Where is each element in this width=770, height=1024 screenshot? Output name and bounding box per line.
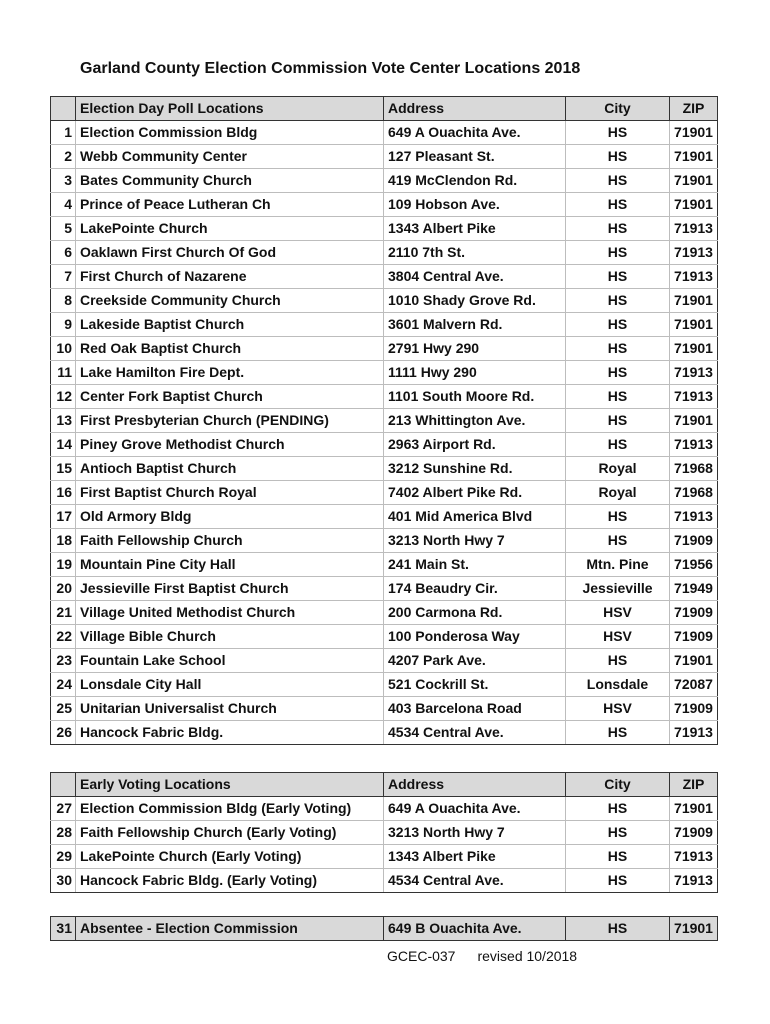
location-name: Piney Grove Methodist Church (76, 433, 384, 457)
location-zip: 71901 (670, 193, 718, 217)
revision-date: revised 10/2018 (477, 948, 578, 964)
location-address: 3601 Malvern Rd. (384, 313, 566, 337)
row-number: 23 (51, 649, 76, 673)
location-name: Antioch Baptist Church (76, 457, 384, 481)
location-address: 1343 Albert Pike (384, 217, 566, 241)
location-zip: 71913 (670, 241, 718, 265)
location-city: Jessieville (566, 577, 670, 601)
location-name: First Presbyterian Church (PENDING) (76, 409, 384, 433)
header-address: Address (384, 773, 566, 797)
location-zip: 71909 (670, 821, 718, 845)
row-number: 18 (51, 529, 76, 553)
location-zip: 71901 (670, 649, 718, 673)
location-address: 127 Pleasant St. (384, 145, 566, 169)
location-address: 1010 Shady Grove Rd. (384, 289, 566, 313)
table-row (51, 385, 718, 409)
page-title: Garland County Election Commission Vote Center Locations 2018 (80, 60, 581, 77)
table-row (51, 265, 718, 289)
row-number: 29 (51, 845, 76, 869)
row-number: 10 (51, 337, 76, 361)
location-name: Lonsdale City Hall (76, 673, 384, 697)
table-row (51, 529, 718, 553)
location-address: 241 Main St. (384, 553, 566, 577)
location-city: HS (566, 821, 670, 845)
location-address: 521 Cockrill St. (384, 673, 566, 697)
row-number: 30 (51, 869, 76, 893)
location-name: Absentee - Election Commission (76, 917, 384, 941)
location-address: 649 B Ouachita Ave. (384, 917, 566, 941)
location-city: Royal (566, 481, 670, 505)
location-zip: 71913 (670, 845, 718, 869)
location-name: LakePointe Church (Early Voting) (76, 845, 384, 869)
location-name: First Church of Nazarene (76, 265, 384, 289)
location-address: 213 Whittington Ave. (384, 409, 566, 433)
location-name: Center Fork Baptist Church (76, 385, 384, 409)
location-city: HS (566, 337, 670, 361)
location-name: Hancock Fabric Bldg. (Early Voting) (76, 869, 384, 893)
location-city: HSV (566, 697, 670, 721)
table-row (51, 121, 718, 145)
early-voting-table (50, 772, 718, 893)
location-address: 100 Ponderosa Way (384, 625, 566, 649)
location-city: HS (566, 289, 670, 313)
location-address: 649 A Ouachita Ave. (384, 797, 566, 821)
location-zip: 71913 (670, 265, 718, 289)
location-name: Lakeside Baptist Church (76, 313, 384, 337)
table-row (51, 553, 718, 577)
location-name: Old Armory Bldg (76, 505, 384, 529)
row-number: 15 (51, 457, 76, 481)
location-city: HS (566, 505, 670, 529)
location-name: Jessieville First Baptist Church (76, 577, 384, 601)
location-name: Faith Fellowship Church (76, 529, 384, 553)
location-zip: 71913 (670, 869, 718, 893)
location-city: HS (566, 721, 670, 745)
row-number: 22 (51, 625, 76, 649)
location-city: HS (566, 121, 670, 145)
table-row (51, 673, 718, 697)
row-number: 16 (51, 481, 76, 505)
election-day-header-row (51, 97, 718, 121)
row-number: 4 (51, 193, 76, 217)
location-name: Village United Methodist Church (76, 601, 384, 625)
row-number: 20 (51, 577, 76, 601)
table-row (51, 433, 718, 457)
location-name: Prince of Peace Lutheran Ch (76, 193, 384, 217)
location-city: HS (566, 917, 670, 941)
location-zip: 71901 (670, 289, 718, 313)
row-number: 28 (51, 821, 76, 845)
location-address: 4534 Central Ave. (384, 721, 566, 745)
location-name: Lake Hamilton Fire Dept. (76, 361, 384, 385)
location-city: HS (566, 797, 670, 821)
location-zip: 71901 (670, 169, 718, 193)
row-number: 31 (51, 917, 76, 941)
location-zip: 71909 (670, 601, 718, 625)
location-zip: 71901 (670, 409, 718, 433)
location-city: HS (566, 169, 670, 193)
row-number: 7 (51, 265, 76, 289)
location-address: 1111 Hwy 290 (384, 361, 566, 385)
location-name: Fountain Lake School (76, 649, 384, 673)
table-row (51, 289, 718, 313)
location-city: HS (566, 193, 670, 217)
location-city: HS (566, 649, 670, 673)
row-number: 27 (51, 797, 76, 821)
form-code: GCEC-037 (387, 948, 456, 964)
header-location: Early Voting Locations (76, 773, 384, 797)
location-address: 2791 Hwy 290 (384, 337, 566, 361)
row-number: 25 (51, 697, 76, 721)
early-voting-header-row (51, 773, 718, 797)
table-row (51, 169, 718, 193)
table-row (51, 337, 718, 361)
location-zip: 71901 (670, 145, 718, 169)
location-name: First Baptist Church Royal (76, 481, 384, 505)
table-row (51, 721, 718, 745)
table-row (51, 797, 718, 821)
location-address: 3212 Sunshine Rd. (384, 457, 566, 481)
location-address: 7402 Albert Pike Rd. (384, 481, 566, 505)
location-zip: 71913 (670, 217, 718, 241)
location-name: Village Bible Church (76, 625, 384, 649)
location-zip: 71913 (670, 385, 718, 409)
location-zip: 71909 (670, 625, 718, 649)
table-row (51, 361, 718, 385)
table-row (51, 313, 718, 337)
location-city: HS (566, 361, 670, 385)
location-city: HS (566, 313, 670, 337)
table-row (51, 217, 718, 241)
header-zip: ZIP (670, 773, 718, 797)
header-num (51, 773, 76, 797)
location-zip: 71909 (670, 697, 718, 721)
row-number: 11 (51, 361, 76, 385)
location-city: HS (566, 241, 670, 265)
location-zip: 71909 (670, 529, 718, 553)
location-city: HS (566, 433, 670, 457)
location-zip: 71913 (670, 505, 718, 529)
location-name: Election Commission Bldg (Early Voting) (76, 797, 384, 821)
row-number: 26 (51, 721, 76, 745)
absentee-row (51, 917, 718, 941)
location-address: 1101 South Moore Rd. (384, 385, 566, 409)
election-day-table (50, 96, 718, 745)
table-row (51, 697, 718, 721)
location-address: 109 Hobson Ave. (384, 193, 566, 217)
location-address: 2110 7th St. (384, 241, 566, 265)
location-address: 419 McClendon Rd. (384, 169, 566, 193)
row-number: 24 (51, 673, 76, 697)
location-zip: 71901 (670, 337, 718, 361)
table-row (51, 457, 718, 481)
row-number: 6 (51, 241, 76, 265)
location-address: 174 Beaudry Cir. (384, 577, 566, 601)
location-zip: 71901 (670, 121, 718, 145)
location-name: Red Oak Baptist Church (76, 337, 384, 361)
location-address: 200 Carmona Rd. (384, 601, 566, 625)
row-number: 21 (51, 601, 76, 625)
location-city: HS (566, 869, 670, 893)
header-address: Address (384, 97, 566, 121)
location-address: 649 A Ouachita Ave. (384, 121, 566, 145)
location-name: Hancock Fabric Bldg. (76, 721, 384, 745)
location-city: Mtn. Pine (566, 553, 670, 577)
location-zip: 71901 (670, 917, 718, 941)
location-zip: 71949 (670, 577, 718, 601)
table-row (51, 241, 718, 265)
location-name: Oaklawn First Church Of God (76, 241, 384, 265)
location-name: Mountain Pine City Hall (76, 553, 384, 577)
location-address: 3213 North Hwy 7 (384, 529, 566, 553)
location-city: Lonsdale (566, 673, 670, 697)
table-row (51, 505, 718, 529)
header-num (51, 97, 76, 121)
location-city: HSV (566, 625, 670, 649)
location-address: 4207 Park Ave. (384, 649, 566, 673)
table-row (51, 409, 718, 433)
row-number: 14 (51, 433, 76, 457)
location-address: 401 Mid America Blvd (384, 505, 566, 529)
location-zip: 71968 (670, 457, 718, 481)
row-number: 8 (51, 289, 76, 313)
table-row (51, 821, 718, 845)
location-city: HS (566, 845, 670, 869)
location-city: HS (566, 265, 670, 289)
location-city: HSV (566, 601, 670, 625)
table-row (51, 145, 718, 169)
location-address: 1343 Albert Pike (384, 845, 566, 869)
location-name: Faith Fellowship Church (Early Voting) (76, 821, 384, 845)
row-number: 3 (51, 169, 76, 193)
row-number: 2 (51, 145, 76, 169)
location-name: Webb Community Center (76, 145, 384, 169)
location-zip: 71913 (670, 721, 718, 745)
location-zip: 71913 (670, 361, 718, 385)
table-row (51, 649, 718, 673)
row-number: 17 (51, 505, 76, 529)
location-name: Bates Community Church (76, 169, 384, 193)
footer (387, 948, 599, 964)
table-row (51, 845, 718, 869)
row-number: 9 (51, 313, 76, 337)
table-row (51, 481, 718, 505)
table-row (51, 625, 718, 649)
location-zip: 72087 (670, 673, 718, 697)
row-number: 19 (51, 553, 76, 577)
location-address: 403 Barcelona Road (384, 697, 566, 721)
location-city: HS (566, 217, 670, 241)
header-city: City (566, 773, 670, 797)
row-number: 5 (51, 217, 76, 241)
table-row (51, 869, 718, 893)
location-name: LakePointe Church (76, 217, 384, 241)
table-row (51, 601, 718, 625)
location-city: HS (566, 385, 670, 409)
location-city: Royal (566, 457, 670, 481)
row-number: 13 (51, 409, 76, 433)
location-city: HS (566, 529, 670, 553)
row-number: 1 (51, 121, 76, 145)
row-number: 12 (51, 385, 76, 409)
location-city: HS (566, 145, 670, 169)
table-row (51, 577, 718, 601)
location-name: Unitarian Universalist Church (76, 697, 384, 721)
location-address: 4534 Central Ave. (384, 869, 566, 893)
location-name: Election Commission Bldg (76, 121, 384, 145)
location-zip: 71901 (670, 797, 718, 821)
location-zip: 71968 (670, 481, 718, 505)
header-city: City (566, 97, 670, 121)
header-location: Election Day Poll Locations (76, 97, 384, 121)
location-name: Creekside Community Church (76, 289, 384, 313)
location-address: 2963 Airport Rd. (384, 433, 566, 457)
location-zip: 71956 (670, 553, 718, 577)
table-row (51, 193, 718, 217)
location-zip: 71913 (670, 433, 718, 457)
location-address: 3804 Central Ave. (384, 265, 566, 289)
header-zip: ZIP (670, 97, 718, 121)
location-city: HS (566, 409, 670, 433)
location-zip: 71901 (670, 313, 718, 337)
location-address: 3213 North Hwy 7 (384, 821, 566, 845)
absentee-table (50, 916, 718, 941)
